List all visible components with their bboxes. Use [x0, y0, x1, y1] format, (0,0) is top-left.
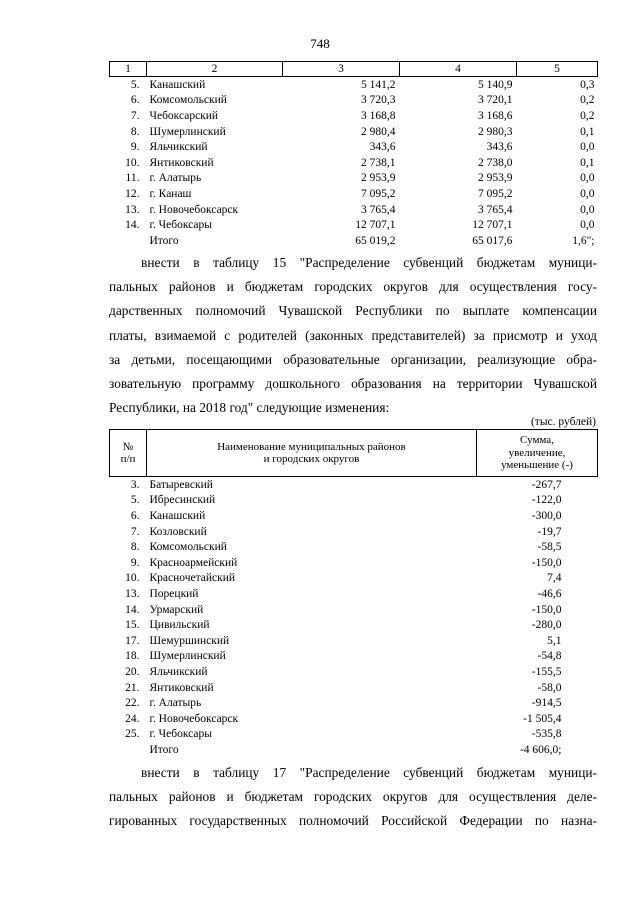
- table-row: [110, 233, 598, 249]
- amount-change: -535,8: [531, 728, 562, 741]
- paragraph-line: дарственных полномочий Чувашской Республики по выплате компенсации: [109, 303, 597, 319]
- value-col-4: 343,6: [486, 141, 513, 154]
- column-number: 3: [283, 62, 400, 77]
- row-number: 8.: [130, 541, 140, 554]
- value-col-5: 0,0: [580, 219, 595, 232]
- row-number: [110, 233, 147, 249]
- row-number: 20.: [125, 665, 140, 678]
- value-col-4: 3 765,4: [478, 203, 513, 216]
- amount-change: -150,0: [531, 556, 562, 569]
- amount-change: -58,5: [537, 541, 562, 554]
- municipality-name: Цивильский: [149, 619, 210, 632]
- table-row: [110, 586, 598, 602]
- paragraph-line: Республики, на 2018 год" следующие изменения:: [109, 400, 390, 416]
- municipality-name: Красночетайский: [149, 572, 236, 585]
- municipality-name: г. Чебоксары: [149, 728, 212, 741]
- paragraph-line: зовательную программу дошкольного образования на территории Чувашской: [109, 375, 597, 391]
- value-col-3: 12 707,1: [355, 219, 396, 232]
- municipality-name: Канашский: [149, 509, 206, 522]
- amount-change: -914,5: [531, 697, 562, 710]
- paragraph-line: внести в таблицу 15 "Распределение субвенций бюджетам муници-: [141, 255, 597, 270]
- table-row: [110, 602, 598, 618]
- municipality-name: Шемуршинский: [149, 634, 230, 647]
- municipality-name: Итого: [149, 234, 179, 247]
- municipality-name: г. Новочебоксарск: [149, 203, 239, 216]
- row-number: 14.: [125, 219, 140, 232]
- unit-label: (тыс. рублей): [530, 416, 596, 428]
- row-number: 25.: [125, 728, 140, 741]
- table-row: [110, 555, 598, 571]
- row-number: 10.: [125, 572, 140, 585]
- municipality-name: Яльчикский: [149, 665, 208, 678]
- table-1-header: [110, 62, 598, 77]
- municipality-name: Чебоксарский: [149, 109, 219, 122]
- municipality-name: Янтиковский: [149, 681, 214, 694]
- municipality-name: Шумерлинский: [149, 650, 226, 663]
- value-col-3: 5 141,2: [361, 78, 396, 91]
- municipality-name: Ибресинский: [149, 494, 216, 507]
- value-col-5: 0,0: [580, 141, 595, 154]
- row-number: 5.: [130, 494, 140, 507]
- amount-change: -150,0: [531, 603, 562, 616]
- table-row: [110, 108, 598, 124]
- row-number: 14.: [125, 603, 140, 616]
- municipality-name: Комсомольский: [149, 94, 227, 107]
- row-number: 3.: [130, 478, 140, 491]
- value-col-3: 3 168,8: [361, 109, 396, 122]
- amount-change: -300,0: [531, 509, 562, 522]
- row-number: 5.: [130, 78, 140, 91]
- amount-change: -122,0: [531, 494, 562, 507]
- row-number: 18.: [125, 650, 140, 663]
- value-col-4: 2 980,3: [478, 125, 513, 138]
- table-row: [110, 649, 598, 665]
- paragraph-line: внести в таблицу 17 "Распределение субвенций бюджетам муници-: [141, 765, 597, 780]
- table-row: [110, 493, 598, 509]
- table-row: [110, 155, 598, 171]
- value-col-3: 343,6: [369, 141, 396, 154]
- municipality-name: Комсомольский: [149, 541, 227, 554]
- value-col-4: 2 953,9: [478, 172, 513, 185]
- table-1: [109, 61, 598, 249]
- amount-change: 7,4: [547, 572, 562, 585]
- header-number: № п/п: [110, 430, 147, 477]
- municipality-name: Батыревский: [149, 478, 213, 491]
- amount-change: -54,8: [537, 650, 562, 663]
- municipality-name: Янтиковский: [149, 156, 214, 169]
- municipality-name: Козловский: [149, 525, 207, 538]
- table-row: [110, 186, 598, 202]
- table-row: [110, 727, 598, 743]
- value-col-4: 3 168,6: [478, 109, 513, 122]
- header-sum: Сумма, увеличение, уменьшение (-): [477, 430, 598, 477]
- row-number: 9.: [130, 556, 140, 569]
- column-number: 5: [517, 62, 598, 77]
- table-row: [110, 477, 598, 493]
- row-number: 8.: [130, 125, 140, 138]
- value-col-5: 0,3: [580, 78, 595, 91]
- row-number: 15.: [125, 619, 140, 632]
- table-row: [110, 171, 598, 187]
- amount-change: -1 505,4: [523, 712, 562, 725]
- amount-change: -46,6: [537, 587, 562, 600]
- value-col-3: 2 738,1: [361, 156, 396, 169]
- row-number: 10.: [125, 156, 140, 169]
- value-col-3: 2 953,9: [361, 172, 396, 185]
- table-row: [110, 711, 598, 727]
- row-number: [110, 742, 147, 758]
- municipality-name: Порецкий: [149, 587, 199, 600]
- value-col-4: 2 738,0: [478, 156, 513, 169]
- table-2-header: [110, 430, 598, 477]
- amount-change: -267,7: [531, 478, 562, 491]
- municipality-name: г. Алатырь: [149, 172, 202, 185]
- row-number: 17.: [125, 634, 140, 647]
- value-col-3: 2 980,4: [361, 125, 396, 138]
- page-number: 748: [310, 36, 330, 51]
- table-row: [110, 680, 598, 696]
- row-number: 24.: [125, 712, 140, 725]
- amount-change: -4 606,0;: [519, 743, 562, 756]
- value-col-5: 0,0: [580, 203, 595, 216]
- amount-change: -155,5: [531, 665, 562, 678]
- value-col-3: 3 720,3: [361, 94, 396, 107]
- amount-change: -19,7: [537, 525, 562, 538]
- value-col-5: 0,2: [580, 109, 595, 122]
- value-col-4: 12 707,1: [472, 219, 513, 232]
- value-col-3: 65 019,2: [355, 234, 396, 247]
- table-2: [109, 429, 598, 758]
- paragraph-table-15: [109, 251, 597, 420]
- table-row: [110, 124, 598, 140]
- value-col-4: 3 720,1: [478, 94, 513, 107]
- value-col-3: 3 765,4: [361, 203, 396, 216]
- paragraph-table-17: [109, 761, 597, 834]
- table-row: [110, 524, 598, 540]
- table-row: [110, 742, 598, 758]
- municipality-name: г. Чебоксары: [149, 219, 212, 232]
- table-row: [110, 695, 598, 711]
- table-row: [110, 77, 598, 93]
- value-col-3: 7 095,2: [361, 187, 396, 200]
- table-row: [110, 217, 598, 233]
- header-name: Наименование муниципальных районов и городских округов: [147, 430, 477, 477]
- amount-change: 5,1: [547, 634, 562, 647]
- row-number: 11.: [125, 172, 140, 185]
- municipality-name: Итого: [149, 743, 179, 756]
- row-number: 13.: [125, 587, 140, 600]
- paragraph-line: гированных государственных полномочий Российской Федерации по назна-: [109, 813, 597, 829]
- municipality-name: Шумерлинский: [149, 125, 226, 138]
- table-row: [110, 571, 598, 587]
- column-number: 4: [400, 62, 517, 77]
- row-number: 21.: [125, 681, 140, 694]
- row-number: 7.: [130, 525, 140, 538]
- municipality-name: г. Канаш: [149, 187, 192, 200]
- value-col-4: 65 017,6: [472, 234, 513, 247]
- table-row: [110, 539, 598, 555]
- municipality-name: г. Алатырь: [149, 697, 202, 710]
- column-number: 2: [147, 62, 283, 77]
- paragraph-line: платы, взимаемой с родителей (законных представителей) за присмотр и уход: [109, 327, 597, 343]
- amount-change: -280,0: [531, 619, 562, 632]
- table-row: [110, 617, 598, 633]
- value-col-5: 0,2: [580, 94, 595, 107]
- row-number: 9.: [130, 141, 140, 154]
- table-row: [110, 93, 598, 109]
- municipality-name: Яльчикский: [149, 141, 208, 154]
- row-number: 22.: [125, 697, 140, 710]
- municipality-name: Урмарский: [149, 603, 204, 616]
- paragraph-line: за детьми, посещающими образовательные организации, реализующие обра-: [109, 351, 597, 367]
- paragraph-line: пальных районов и бюджетам городских округов для осуществления деле-: [109, 789, 597, 805]
- table-row: [110, 633, 598, 649]
- municipality-name: г. Новочебоксарск: [149, 712, 239, 725]
- value-col-5: 0,0: [580, 187, 595, 200]
- value-col-5: 0,0: [580, 172, 595, 185]
- value-col-4: 7 095,2: [478, 187, 513, 200]
- municipality-name: Красноармейский: [149, 556, 238, 569]
- value-col-4: 5 140,9: [478, 78, 513, 91]
- table-row: [110, 202, 598, 218]
- column-number: 1: [110, 62, 147, 77]
- row-number: 12.: [125, 187, 140, 200]
- municipality-name: Канашский: [149, 78, 206, 91]
- value-col-5: 0,1: [580, 125, 595, 138]
- row-number: 6.: [130, 94, 140, 107]
- table-row: [110, 139, 598, 155]
- row-number: 6.: [130, 509, 140, 522]
- row-number: 13.: [125, 203, 140, 216]
- value-col-5: 0,1: [580, 156, 595, 169]
- value-col-5: 1,6";: [572, 234, 595, 247]
- paragraph-line: пальных районов и бюджетам городских округов для осуществления госу-: [109, 279, 597, 295]
- table-row: [110, 664, 598, 680]
- amount-change: -58,0: [537, 681, 562, 694]
- row-number: 7.: [130, 109, 140, 122]
- table-row: [110, 508, 598, 524]
